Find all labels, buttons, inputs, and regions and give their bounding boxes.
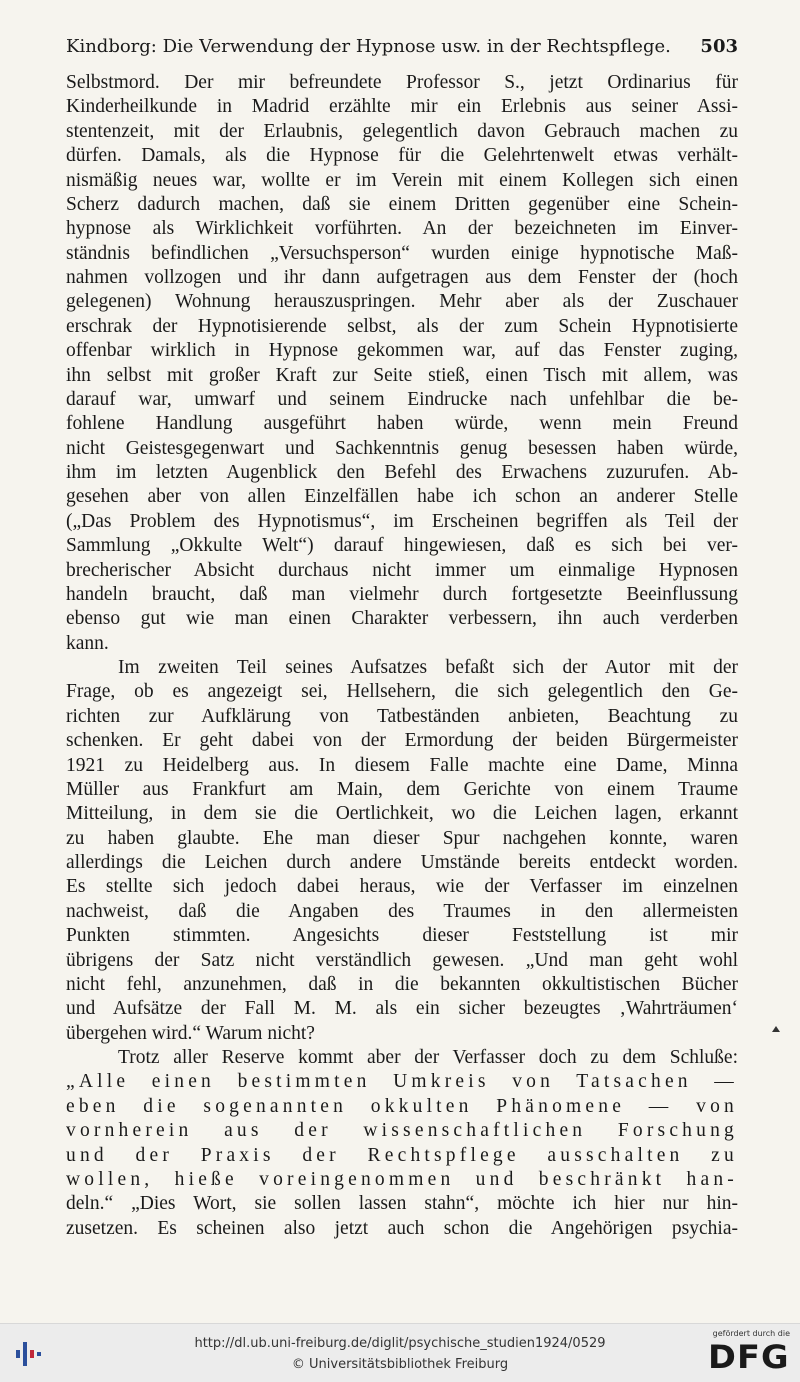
text-line: Im zweiten Teil seines Aufsatzes befaßt sich der Autor mit der bbox=[118, 657, 738, 678]
dfg-logo: DFG bbox=[708, 1338, 790, 1376]
spaced-text-line: und der Praxis der Rechtspflege ausschalten zu bbox=[66, 1144, 738, 1166]
text-line: offenbar wirklich in Hypnose gekommen war, auf das Fenster zuging, bbox=[66, 340, 738, 362]
text-line: Müller aus Frankfurt am Main, dem Gerichte von einem Traume bbox=[66, 778, 738, 800]
text-line: übrigens der Satz nicht verständlich gewesen. „Und man geht wohl bbox=[66, 949, 738, 971]
text-line: ebenso gut wie man einen Charakter verbessern, ihn auch verderben bbox=[66, 608, 738, 630]
text-line: stentenzeit, mit der Erlaubnis, gelegentlich davon Gebrauch machen zu bbox=[66, 120, 738, 142]
page-number: 503 bbox=[700, 36, 738, 57]
running-title: Kindborg: Die Verwendung der Hypnose usw. in der Rechtspflege. bbox=[66, 36, 671, 57]
text-line: Selbstmord. Der mir befreundete Professor S., jetzt Ordinarius für bbox=[66, 72, 738, 93]
text-line: Mitteilung, in dem sie die Oertlichkeit, wo die Leichen lagen, erkannt bbox=[66, 803, 738, 825]
text-line: („Das Problem des Hypnotismus“, im Erscheinen begriffen als Teil der bbox=[66, 510, 738, 532]
text-line: brecherischer Absicht durchaus nicht immer um einmalige Hypnosen bbox=[66, 559, 738, 581]
text-line: richten zur Aufklärung von Tatbeständen anbieten, Beachtung zu bbox=[66, 705, 738, 727]
text-line: erschrak der Hypnotisierende selbst, als der zum Schein Hypnotisierte bbox=[66, 315, 738, 337]
permalink-link[interactable]: http://dl.ub.uni-freiburg.de/diglit/psychische_studien1924/0529 bbox=[194, 1336, 606, 1351]
text-line: Scherz dadurch machen, daß sie einem Dritten gegenüber eine Schein- bbox=[66, 193, 738, 215]
spaced-text-line: vornherein aus der wissenschaftlichen Forschung bbox=[66, 1120, 738, 1142]
text-line: Kinderheilkunde in Madrid erzählte mir ein Erlebnis aus seiner Assi- bbox=[66, 96, 738, 118]
text-line: gelegenen) Wohnung herauszuspringen. Mehr aber als der Zuschauer bbox=[66, 291, 738, 313]
copyright-notice: © Universitätsbibliothek Freiburg bbox=[291, 1357, 509, 1372]
text-line: Es stellte sich jedoch dabei heraus, wie der Verfasser im einzelnen bbox=[66, 876, 738, 898]
text-line: nismäßig neues war, wollte er im Verein mit einem Kollegen sich einen bbox=[66, 169, 738, 191]
text-line: gesehen aber von allen Einzelfällen habe ich schon an anderer Stelle bbox=[66, 486, 738, 508]
text-line: nahmen vollzogen und ihr dann aufgetragen aus dem Fenster der (hoch bbox=[66, 267, 738, 288]
text-line: übergehen wird.“ Warum nicht? bbox=[66, 1022, 315, 1044]
spaced-text-line: „Alle einen bestimmten Umkreis von Tatsachen — bbox=[66, 1071, 738, 1093]
text-line: fohlene Handlung ausgeführt haben würde, wenn mein Freund bbox=[66, 413, 738, 435]
text-line: deln.“ „Dies Wort, sie sollen lassen stahn“, möchte ich hier nur hin- bbox=[66, 1193, 738, 1215]
text-line: zu haben glaubte. Ehe man dieser Spur nachgehen konnte, waren bbox=[66, 827, 738, 849]
text-line: Punkten stimmten. Angesichts dieser Feststellung ist mir bbox=[66, 925, 738, 947]
text-line: darauf war, umwarf und seinem Eindrucke nach unfehlbar die be- bbox=[66, 388, 738, 410]
text-line: Trotz aller Reserve kommt aber der Verfasser doch zu dem Schluße: bbox=[118, 1047, 738, 1068]
margin-mark-icon bbox=[772, 1026, 780, 1032]
text-line: dürfen. Damals, als die Hypnose für die Gelehrtenwelt etwas verhält- bbox=[66, 145, 738, 167]
text-line: schenken. Er geht dabei von der Ermordung der beiden Bürgermeister bbox=[66, 730, 738, 752]
text-line: 1921 zu Heidelberg aus. In diesem Falle machte eine Dame, Minna bbox=[66, 754, 738, 776]
text-line: zusetzen. Es scheinen also jetzt auch schon die Angehörigen psychia- bbox=[66, 1217, 738, 1239]
text-line: nicht Geistesgegenwart und Sachkenntnis genug besessen haben würde, bbox=[66, 437, 738, 459]
text-line: und Aufsätze der Fall M. M. als ein sicher bezeugtes ‚Wahrträumen‘ bbox=[66, 998, 738, 1020]
text-line: kann. bbox=[66, 632, 109, 654]
text-line: handeln braucht, daß man vielmehr durch fortgesetzte Beeinflussung bbox=[66, 583, 738, 605]
viewer-footer bbox=[0, 1323, 800, 1382]
text-line: ihn selbst mit großer Kraft zur Seite stieß, einen Tisch mit allem, was bbox=[66, 364, 738, 386]
text-line: Frage, ob es angezeigt sei, Hellsehern, die sich gelegentlich den Ge- bbox=[66, 681, 738, 703]
text-line: ständnis befindlichen „Versuchsperson“ wurden einige hypnotische Maß- bbox=[66, 242, 738, 264]
funding-note: gefördert durch die bbox=[712, 1329, 790, 1338]
spaced-text-line: eben die sogenannten okkulten Phänomene — von bbox=[66, 1095, 738, 1117]
text-line: nicht fehl, anzunehmen, daß in die bekannten okkultistischen Bücher bbox=[66, 973, 738, 995]
text-line: hypnose als Wirklichkeit vorführten. An der bezeichneten im Einver- bbox=[66, 218, 738, 240]
body-text bbox=[66, 71, 738, 1241]
text-line: Sammlung „Okkulte Welt“) darauf hingewiesen, daß es sich bei ver- bbox=[66, 535, 738, 557]
spaced-text-line: wollen, hieße voreingenommen und beschränkt han- bbox=[66, 1168, 738, 1190]
text-line: allerdings die Leichen durch andere Umstände bereits entdeckt worden. bbox=[66, 852, 738, 873]
text-line: nachweist, daß die Angaben des Traumes in den allermeisten bbox=[66, 900, 738, 922]
text-line: ihm im letzten Augenblick den Befehl des Erwachens zuzurufen. Ab- bbox=[66, 462, 738, 483]
